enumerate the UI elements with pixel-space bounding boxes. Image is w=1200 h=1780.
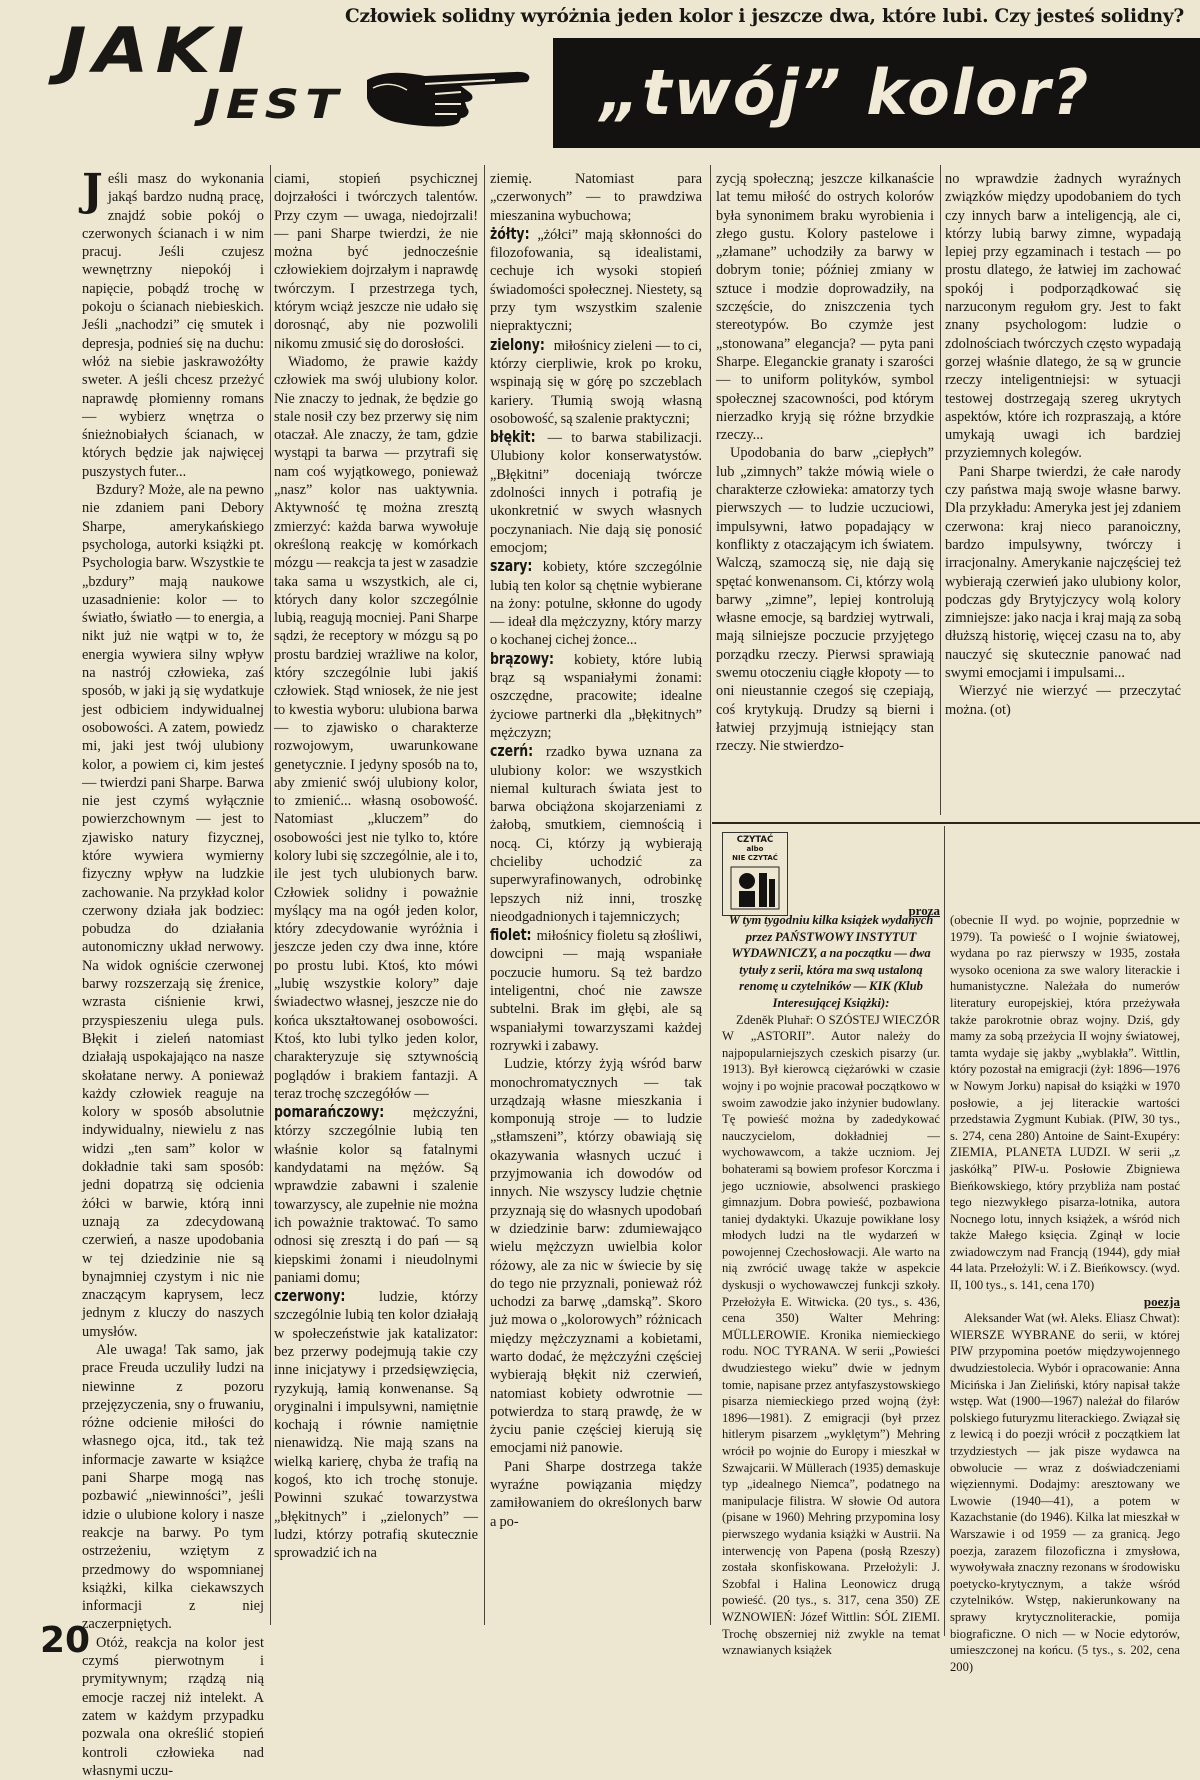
col3-brazowy: kobiety, które lubią brąz są wspaniałymi żonami: oszczędne, pracowite; idealne życiowe partnerki dla „błękitnych” mężczyzn; — [490, 651, 702, 741]
tagline: Człowiek solidny wyróżnia jeden kolor i jeszcze dwa, które lubi. Czy jesteś solidny? — [345, 6, 1185, 27]
section-label-prose: proza — [908, 903, 940, 918]
col4-paragraph-2: Upodobania do barw „ciepłych” lub „zimnych” także mówią wiele o charakterze człowieka: amatorzy tych pierwszych — to ludzie uczuciowi, impulsywni, łatwo popadający w konflikty z otaczającym ich światem. Walczą, szamoczą się, nie dają się spętać konwenansom. Ci, którzy wolą barwy „zimne”, lepiej kontrolują własne emocje, są bardziej wytrwali, mają silniejsze poczucie przyjętego porządku rzeczy. Pierwsi sprawiają swemu otoczeniu ciągłe kłopoty — to oni nieustannie czegoś się czepiają, coś krytykują. Drudzy są bierni i łatwiej przyjmują istniejący stan rzeczy. Nie stwierdzo- — [716, 445, 934, 755]
keyword-czarny: czerń: — [490, 741, 534, 761]
books-intro: W tym tygodniu kilka książek wydanych przez PAŃSTWOWY INSTYTUT WYDAWNICZY, a na początku — dwa tytuły z serii, która ma swą ustaloną renomę u czytelników — KIK (Klub Interesującej Książki): — [728, 913, 934, 1010]
col3-fiolet: miłośnicy fioletu są złośliwi, dowcipni — mają wspaniałe poczucie humoru. Są też bardzo inteligentni, choć nie zawsze subtelni. Brak im głębi, ale są wspaniałymi towarzyszami każdej rozrywki i zabawy. — [490, 928, 702, 1054]
article-column-5 — [945, 170, 1181, 810]
col1-paragraph-3: Ale uwaga! Tak samo, jak prace Freuda uczuliły ludzi na niewinne z pozoru przejęzyczenia, sny o fruwaniu, różne odcienie miłości do własnego ojca, itd., tak też informacje zawarte w książce pani Sharpe mogą nas pozbawić „niewinności”, jeśli idzie o ulubione kolory i nasze reakcje na barwy. Po tym ostrzeżeniu, wziętym z przedmowy do wspomnianej książki, kilka ciekawszych informacji z niej zaczerpniętych. — [82, 1342, 264, 1633]
keyword-brazowy: brązowy: — [490, 648, 555, 668]
drop-cap: J — [82, 165, 103, 216]
column-rule — [710, 165, 711, 1625]
keyword-fiolet: fiolet: — [490, 925, 532, 945]
pointing-hand-icon — [365, 62, 551, 128]
books-review-2: (obecnie II wyd. po wojnie, poprzednie w 1979). Ta powieść o I wojnie światowej, wydana po raz pierwszy w 1935, została wysoko oceniona za swe walory literackie i humanistyczne. Należała do numerów literatury europejskiej, która przeżywała także parokrotnie obraz wojny. Dziś, gdy mamy za sobą przeżycia II wojny światowej, tamta wydaje się jakby „wyblakła”. Wittlin, który pozostał na emigracji (żył: 1896—1976 w Nowym Jorku) napisał do książki w 1970 posłowie, a jej literackie wartości przedstawia Zygmunt Kubiak. (PIW, 30 tys., s. 274, cena 280) Antoine de Saint-Exupéry: ZIEMIA, PLANETA LUDZI. W serii „z jaskółką” PIW-u. Posłowie Zbigniewa Bieńkowskiego, który przybliża nam postać tego niezwykłego pisarza-lotnika, autora Nocnego lotu, innych książek, a wśród nich także Małego księcia. Zginął w locie zwiadowczym nad Francją (1944), gdy miał 44 lata. Przełożyli: W. i Z. Bieńkowscy. (wyd. II, 100 tys., s. 141, cena 170) — [950, 913, 1180, 1293]
badge-line-2: albo — [746, 845, 764, 853]
col2-paragraph-1: ciami, stopień psychicznej dojrzałości i twórczych talentów. Przy czym — uwaga, niedojrzali! — pani Sharpe twierdzi, że nie można być jednocześnie człowiekiem dojrzałym i naprawdę twórczym. I przestrzega tych, którym wciąż jeszcze nie udało się dorosnąć, aby nie pozwolili nikomu zmusić się do dorosłości. — [274, 171, 478, 352]
column-rule — [270, 165, 271, 1625]
column-rule — [484, 165, 485, 1625]
col3-zielony: miłośnicy zieleni — to ci, którzy cierpliwie, krok po kroku, wspinają się w górę po szczeblach kariery. Tłumią swoją własną osobowość, są szalenie praktyczni; — [490, 337, 702, 427]
col5-paragraph-3: Wierzyć nie wierzyć — przeczytać można. (ot) — [945, 683, 1181, 718]
title-kolor: „twój” kolor? — [600, 56, 1091, 129]
col3-czarny: rzadko bywa uznana za ulubiony kolor: we wszystkich niemal kulturach świata jest to barwa obciążona skojarzeniami z żałobą, smutkiem, ciemnością i nocą. Ci, którzy ją wybierają chcieliby uchodzić za superwyrafinowanych, odrobinkę lepszych niż inni, troszkę nieodgadnionych i tajemniczych; — [490, 744, 702, 925]
article-column-1 — [82, 165, 264, 1779]
col2-paragraph-2: Wiadomo, że prawie każdy człowiek ma swój ulubiony kolor. Nie znaczy to jednak, że będzie go stale nosił czy bez przerwy się nim otaczał. Ale znaczy, że tam, gdzie wystąpi ta barwa — przytrafi się nam coś wyjątkowego, ponieważ „nasz” kolor nas uaktywnia. Aktywność tę można zresztą zmierzyć: każda barwa wywołuje określoną reakcję w komórkach mózgu — reakcja ta jest w zasadzie taka sama u wszystkich, ale ci, których dany kolor szczególnie lubią, reagują mocniej. Pani Sharpe sądzi, że receptory w mózgu są po prostu bardziej wrażliwe na kolor, który szczególnie lubi jakiś człowiek. Stąd wniosek, że nie jest to kwestia wyboru: ulubiona barwa — to zjawisko o charakterze rozwojowym, uwarunkowane genetycznie. I jedyny sposób na to, aby zmienić swój ulubiony kolor, to zmienić... własną osobowość. Natomiast „kluczem” do osobowości jest nie tylko to, które kolory lubi się szczególnie, ale i to, ile jest tych ulubionych barw. Człowiek solidny i poważnie myślący ma na ogół jeden kolor, który zdecydowanie wyróżnia i jeszcze jeden czy dwa inne, które po prostu lubi. Ktoś, kto mówi „lubię wszystkie kolory” daje świadectwo własnej, jeszcze nie do końca ukształtowanej osobowości. Ktoś, kto lubi tylko jeden kolor, charakteryzuje się sztywnością poglądów i brakiem fantazji. A teraz trochę szczegółów — — [274, 353, 478, 1102]
col3-paragraph-3: Pani Sharpe dostrzega także wyraźne powiązania między zamiłowaniem do określonych barw a po- — [490, 1458, 702, 1530]
books-column-1 — [722, 912, 940, 1658]
books-column-2 — [950, 912, 1180, 1674]
article-column-2 — [274, 170, 478, 1630]
col1-paragraph-4: Otóż, reakcja na kolor jest czymś pierwotnym i prymitywnym; rządzą nią emocje raczej niż intelekt. A zatem w każdym przypadku pozwala ona określić stopień kontroli człowieka nad własnymi uczu- — [82, 1634, 264, 1779]
column-rule — [944, 826, 945, 1636]
keyword-blekit: błękit: — [490, 427, 536, 447]
keyword-czerwony: czerwony: — [274, 1286, 346, 1306]
books-review-3: Aleksander Wat (wł. Aleks. Eliasz Chwat): WIERSZE WYBRANE do serii, w której PIW przypomina poetów międzywojennego dwudziestolecia. Wybór i opracowanie: Anna Micińska i Jan Zieliński, który napisał także wstęp. Wat (1900—1967) należał do filarów polskiego futuryzmu literackiego. Związał się z lewicą i do poezji wrócił z początkiem lat trzydziestych — jak pisze wydawca na obwolucie — wraz z doświadczeniami więziennymi. Dodajmy: aresztowany we Lwowie (1940—41), a potem w Kazachstanie (do 1946). Kilka lat mieszkał w Warszawie i od 1959 — za granicą. Jego poezja, zarazem filozoficzna i zmysłowa, wywoływała znaczny rezonans w środowisku poetycko-krytycznym, a także wśród czytelników. Wstęp, nakierunkowany na sprawy krytycznoliterackie, pomija biograficzne. O nich — w Nocie edytorów, umieszczonej na końcu. (5 tys., s. 202, cena 200) — [950, 1311, 1180, 1674]
page-number: 20 — [40, 1620, 91, 1661]
col3-blekit: — to barwa stabilizacji. Ulubiony kolor konserwatystów. „Błękitni” doceniają twórcze zdolności innych i potrafią je ukonkretnić w swych własnych poczynaniach. Nie dają się ponosić emocjom; — [490, 430, 702, 556]
keyword-zielony: zielony: — [490, 334, 545, 354]
keyword-szary: szary: — [490, 556, 533, 576]
books-review-1: Zdeněk Pluhař: O SZÓSTEJ WIECZÓR W „ASTORII”. Autor należy do najpopularniejszych czeskich pisarzy (ur. 1913). Był kierowcą ciężarówki w czasie wojny i po wojnie pracował początkowo w swoim zawodzie jako inżynier budowlany. Tę powieść można by zadedykować nauczycielom, dokładniej — wychowawcom, a także uczniom. Jej bohaterami są bowiem profesor Korczma i jego uczniowie, absolwenci praskiego gimnazjum. Dobra powieść, pozbawiona taniej dydaktyki. Ukazuje powikłane losy młodych ludzi na tle wydarzeń w powojennej Czechosłowacji. Ale warto na nią zwrócić uwagę także w aspekcie dyskusji o wychowawczej funkcji szkoły. Przełożyła E. Witwicka. (20 tys., s. 436, cena 350) Walter Mehring: MÜLLEROWIE. Kronika niemieckiego rodu. NOC TYRANA. W serii „Powieści dwudziestego wieku” dwie w jednym tomie, napisane przez antyfaszystowskiego pisarza niemieckiego przed wojną (żył: 1896—1981). Z emigracji (był przez hitlerym pisarzem „wyklętym”) Mehring wrócił po wojnie do Europy i mieszkał w Szwajcarii. W Müllerach (1935) demaskuje typ „idealnego Niemca”, podatnego na manipulacje filistra. W słowie Od autora (pisane w 1960) Mehring przypomina losy pierwszego wydania książki w Austrii. Na interwencję von Papena (posłą Rzeszy) została skonfiskowana. Przełożyli: J. Szobfal i Halina Leonowicz drugą powieść. (20 tys., s. 317, cena 350) ZE WZNOWIEŃ: Józef Wittlin: SÓL ZIEMI. Trochę obszerniej niż zwykle na temat wznawianych książek — [722, 1012, 940, 1658]
col1-intro: eśli masz do wykonania jakąś bardzo nudną pracę, znajdź sobie pokój o czerwonych ścianach i w nim pracuj. Jeśli czujesz wewnętrzny niepokój i napięcie, pobądź trochę w pokoju o ścianach niebieskich. Jeśli „nachodzi” cię smutek i depresja, podnieś się na duchu: włóż na siebie jaskrawożółty sweter. A jeśli chcesz przeżyć naprawdę płomienny romans — wybierz wnętrza o śnieżnobiałych ścianach, w których będzie jak najwięcej puszystych futer... — [82, 171, 264, 480]
title-jaki: JAKI — [60, 14, 252, 87]
badge-line-3: NIE CZYTAĆ — [732, 854, 778, 862]
col5-paragraph-1: no wprawdzie żadnych wyraźnych związków między upodobaniem do tych czy innych barw a inteligencją, ale ci, którzy lubią barwy zimne, wypadają lepiej przy egzaminach i testach — po prostu dlatego, że łatwiej im zachować spokój i podporządkować się narzuconym regułom gry. Jest to fakt znany psychologom: ludzie o zdolnościach twórczych często wypadają gorzej właśnie dlatego, że są w gruncie rzeczy inteligentniejsi: w sytuacji testowej dostrzegają szereg ukrytych aspektów, które ich rozpraszają, a które umykają uwagi ich bardziej przyziemnych kolegów. — [945, 171, 1181, 462]
title-jest: JEST — [202, 82, 344, 128]
col3-szary: kobiety, które szczególnie lubią ten kolor są chętnie wybierane na żony: potulne, skłonne do ugody — ideał dla mężczyzny, który marzy o kochanej cichej żonce... — [490, 559, 702, 649]
col2-pomaranczowy: mężczyźni, którzy szczególnie lubią ten właśnie kolor są fatalnymi kandydatami na mężów. Są wprawdzie zabawni i szalenie towarzyscy, ale zupełnie nie można ich poważnie traktować. To samo odnosi się zresztą i do pań — są kiepskimi żonami i nieudolnymi paniami domu; — [274, 1105, 478, 1286]
keyword-zolty: żółty: — [490, 223, 530, 243]
col3-paragraph-1: ziemię. Natomiast para „czerwonych” — to prawdziwa mieszanina wybuchowa; — [490, 171, 702, 224]
col4-paragraph-1: zycją społeczną; jeszcze kilkanaście lat temu miłość do ostrych kolorów była synonimem braku wyrobienia i złego gustu. Kolory pastelowe i „złamane” uchodziły za barwy w dobrym tonie; później zmiany w sztuce i modzie doprowadziły, na szczęście, do zniszczenia tych stereotypów. Bo czymże jest „stonowana” elegancja? — pyta pani Sharpe. Eleganckie granaty i szarości — to uniform polityków, symbol społecznej szacowności, pod którym nierzadko kryją się różne brzydkie rzeczy... — [716, 171, 934, 444]
col2-czerwony: ludzie, którzy szczególnie lubią ten kolor działają w społeczeństwie jak katalizator: bez przerwy podejmują takie czy inne inicjatywy i przedsięwzięcia, ryzykują, łamią konwenanse. Są oryginalni i impulsywni, namiętnie kochają i równie namiętnie nienawidzą. Nie mają szans na wielką karierę, chyba że trafią na kogoś, kto ich trochę stonuje. Powinni szukać towarzystwa „błękitnych” i „zielonych” — ludzi, którzy potrafią skutecznie sprowadzić ich na — [274, 1289, 478, 1562]
section-divider — [712, 822, 1200, 824]
keyword-pomaranczowy: pomarańczowy: — [274, 1102, 385, 1122]
section-label-poetry: poezja — [1143, 1293, 1180, 1309]
article-column-3 — [490, 170, 702, 1630]
col5-paragraph-2: Pani Sharpe twierdzi, że całe narody czy państwa mają swoje własne barwy. Dla przykładu: Ameryka jest jej zdaniem czerwona: kraj nieco paranoiczny, bardzo impulsywny, twórczy i irracjonalny. Amerykanie najczęściej też wybierają czerwień jako ulubiony kolor, podczas gdy Brytyjczycy wolą kolory zimniejsze: jako nacja i kraj mają za sobą dłuższą historię, więcej czasu na to, aby nauczyć się skutecznie panować nad swymi emocjami i impulsami... — [945, 463, 1181, 682]
col3-zolty: „żółci” mają skłonności do filozofowania, są idealistami, cechuje ich wysoki stopień świadomości społecznej. Niestety, są przy tym wszystkim szalenie niepraktyczni; — [490, 226, 702, 335]
article-column-4 — [716, 170, 934, 810]
badge-line-1: CZYTAĆ — [736, 835, 774, 845]
czytac-badge — [722, 832, 788, 916]
col1-paragraph-2: Bzdury? Może, ale na pewno nie zdaniem pani Debory Sharpe, amerykańskiego psychologa, autorki książki pt. Psychologia barw. Wszystkie te „bzdury” mają naukowe uzasadnienie: kolor — to światło, światło — to energia, a nikt już nie wątpi w to, że energia wywiera silny wpływ na nastrój człowieka, zaś sposób, w jaki ją się wydatkuje jest odbiciem indywidualnej osobowości. A zatem, powiedz mi, jaki jest twój ulubiony kolor, a powiem ci, kim jesteś — twierdzi pani Sharpe. Barwa nie jest czymś wyłącznie powierzchownym — jest to zjawisko natury fizycznej, które wywiera wymierny fizyczny wpływ na ludzkie zachowanie. Na przykład kolor czerwony działa jak bodziec: pobudza do działania autonomiczny układ nerwowy. Na widok ogniście czerwonej barwy rozszerzają się źrenice, wzrasta ciśnienie krwi, przyspieszeniu ulega puls. Błękit i zieleń natomiast działają uspokajająco na nasze skołatane nerwy. A ponieważ każdy człowiek reaguje na kolory w sposób absolutnie indywidualny, niewielu z nas widzi „ten sam” kolor w dokładnie taki sam sposób: jedni dopatrzą się odcienia żółci w barwie, którą inni uznają za zdecydowaną czerwień, a nasze upodobania w tej dziedzinie nie są bynajmniej czystym i nic nie znaczącym kaprysem, lecz jednym z kluczy do naszych umysłów. — [82, 482, 264, 1340]
col3-paragraph-2: Ludzie, którzy żyją wśród barw monochromatycznych — tak urządzają własne mieszkania i komponują stroje — to ludzie „stłamszeni”, którzy obawiają się okazywania własnych uczuć i przyjmowania ich dowodów od innych. Nie wszyscy ludzie chętnie przyznają się do własnych upodobań w dziedzinie barw: zdumiewająco wielu mężczyzn uwielbia kolor różowy, ale za nic w świecie by się do tego nie przyznali, ponieważ róż uchodzi za barwę „damską”. Skoro już mowa o „kolorowych” różnicach między mężczyznami a kobietami, warto dodać, że mężczyźni częściej wybierają błękit niż czerwień, natomiast kobiety odwrotnie — potwierdza to starą prawdę, że w życiu panie częściej kierują się emocjami niż panowie. — [490, 1056, 702, 1457]
column-rule — [940, 165, 941, 815]
reader-icon — [729, 865, 781, 911]
